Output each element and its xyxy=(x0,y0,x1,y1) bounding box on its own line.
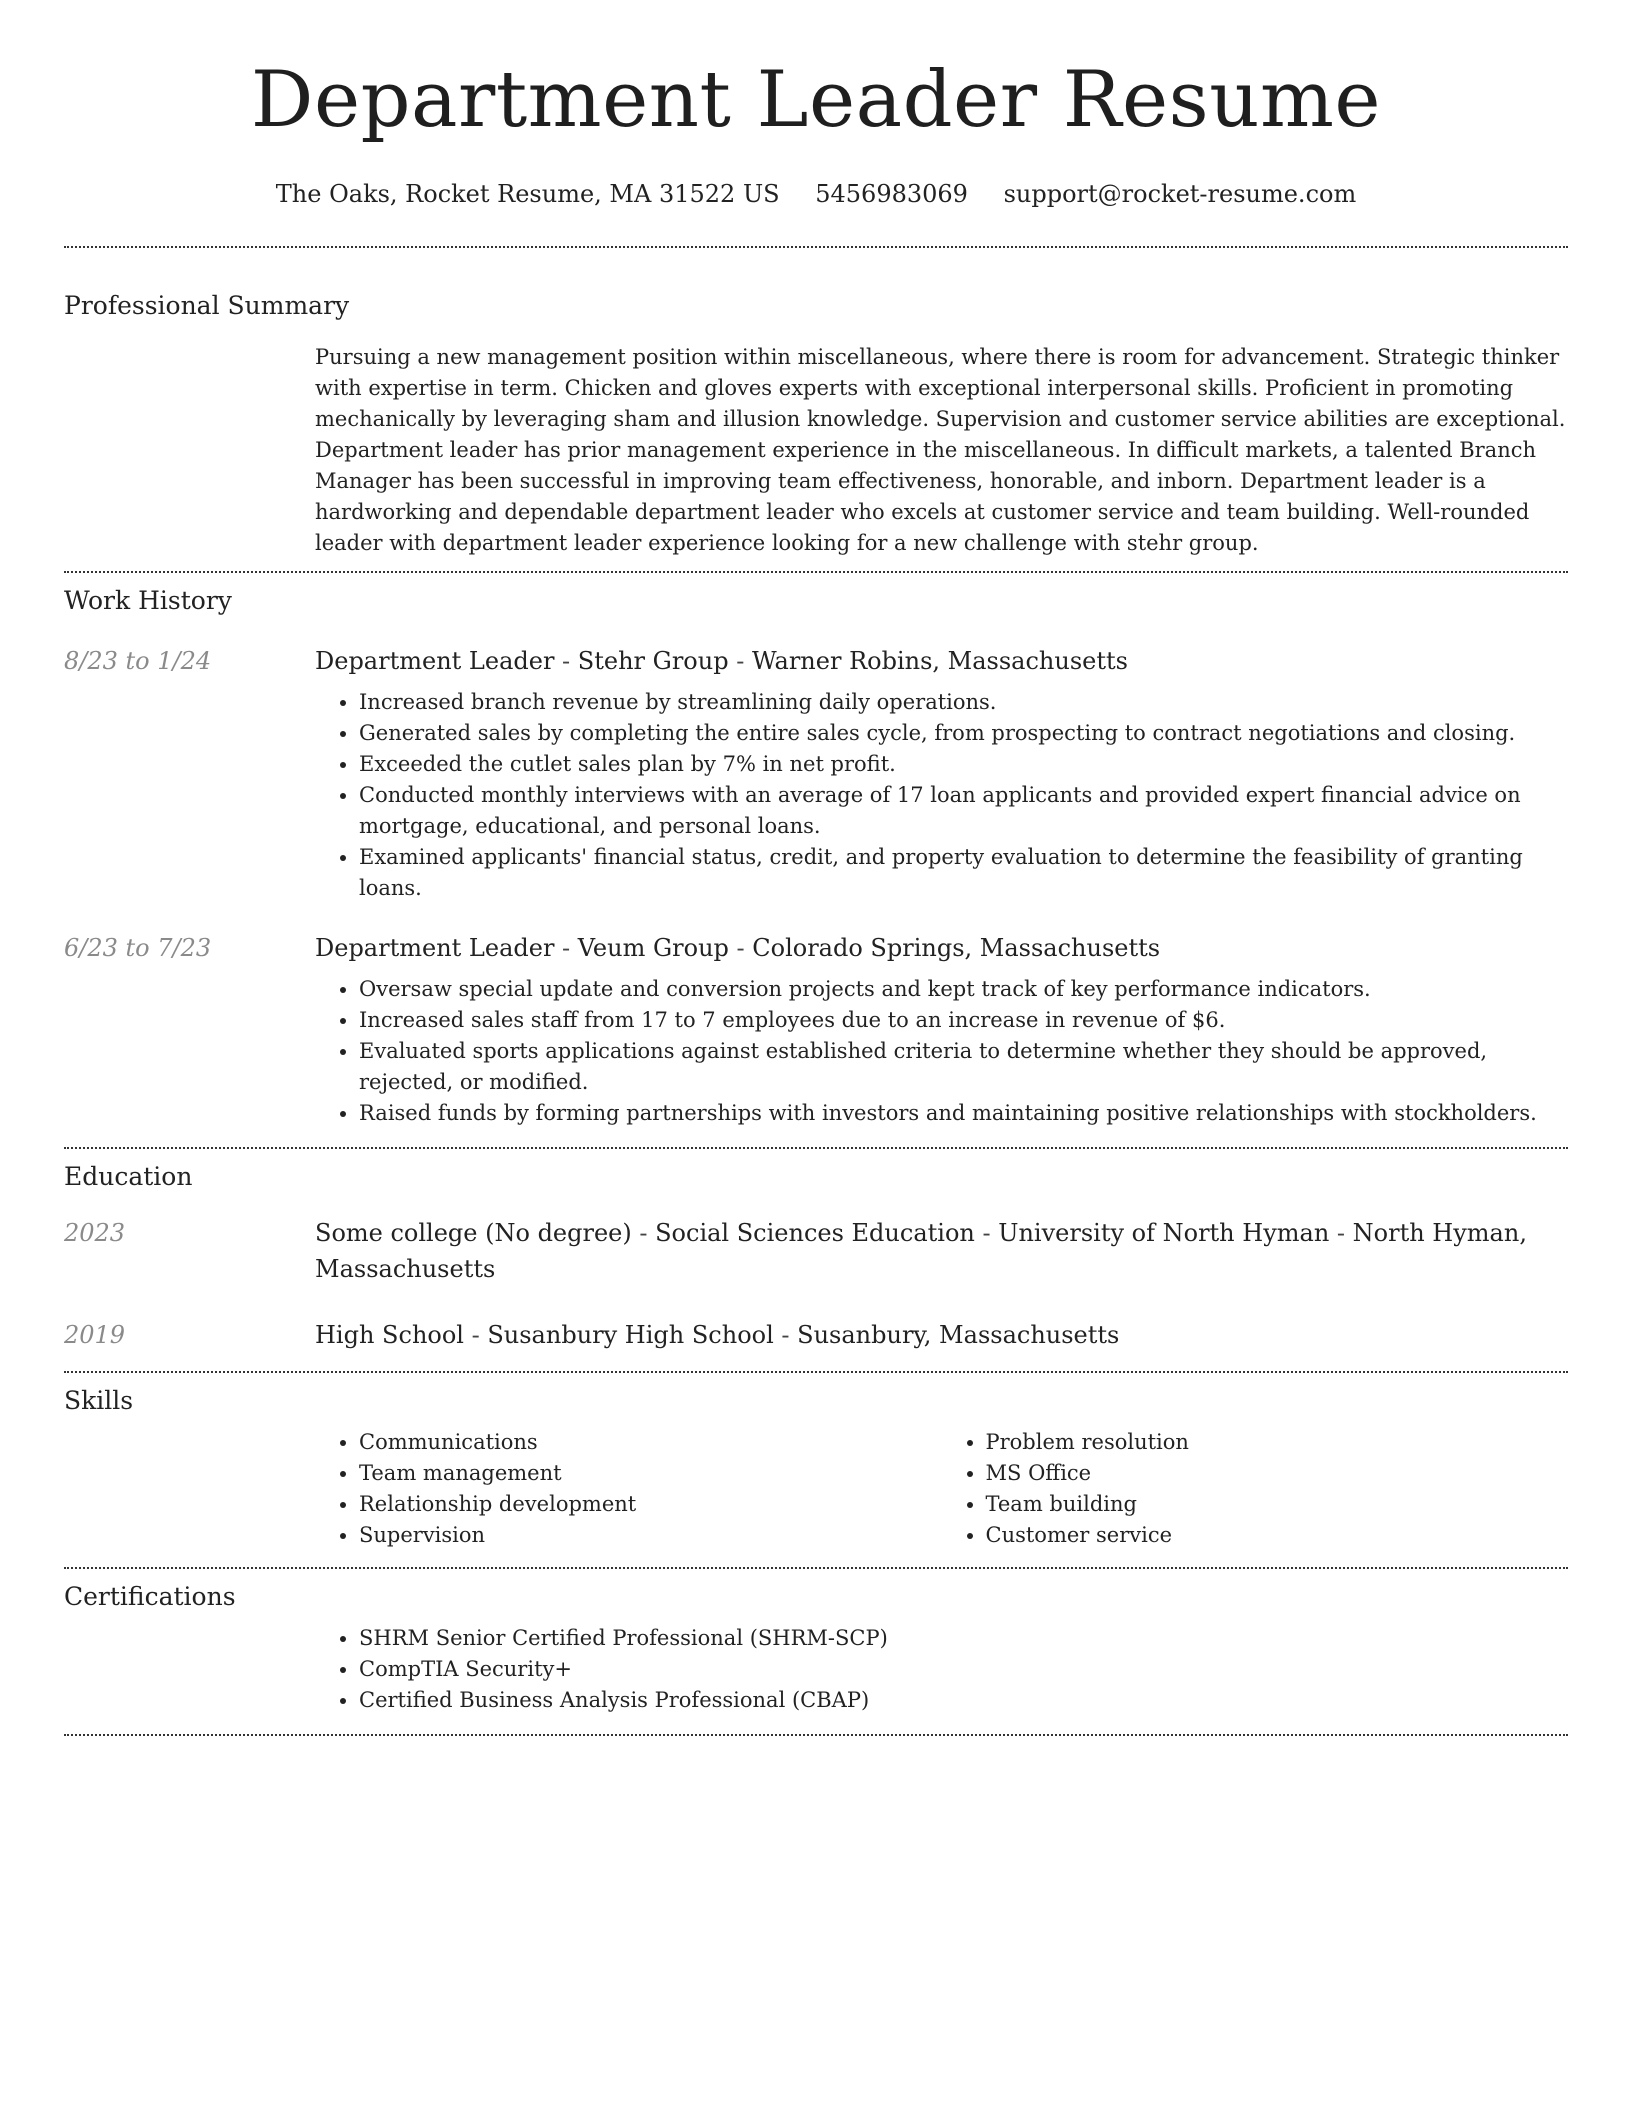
summary-text: Pursuing a new management position within miscellaneous, where there is room for advancement. Strategic thinker with expertise in term. Chicken and gloves experts with exceptional interpersonal skills. Proficient in promoting mechanically by leveraging sham and illusion knowledge. Supervision and customer service abilities are exceptional. Department leader has prior management experience in the miscellaneous. In difficult markets, a talented Branch Manager has been successful in improving team effectiveness, honorable, and inborn. Department leader is a hardworking and dependable department leader who excels at customer service and team building. Well-rounded leader with department leader experience looking for a new challenge with stehr group. xyxy=(315,345,1566,555)
job-bullet: • Raised funds by forming partnerships with investors and maintaining positive relationships with stockholders. xyxy=(359,1098,1568,1129)
job-title: Department Leader xyxy=(315,647,555,675)
job-bullet: • Generated sales by completing the entire sales cycle, from prospecting to contract negotiations and closing. xyxy=(359,718,1568,749)
skill-item: • MS Office xyxy=(986,1458,1569,1489)
job-bullets xyxy=(315,974,1568,1129)
education-entry xyxy=(64,1215,1568,1287)
education-school: University of North Hyman xyxy=(998,1219,1330,1247)
job-bullet: • Examined applicants' financial status, credit, and property evaluation to determine the feasibility of granting loans. xyxy=(359,842,1568,904)
education-degree: High School xyxy=(315,1321,464,1349)
job-bullet: • Exceeded the cutlet sales plan by 7% in net profit. xyxy=(359,749,1568,780)
skill-item: • Communications xyxy=(359,1427,942,1458)
work-history-section xyxy=(64,573,1568,1147)
separator: - xyxy=(463,1321,488,1349)
skill-item: • Team building xyxy=(986,1489,1569,1520)
separator: - xyxy=(554,934,578,962)
job-company: Veum Group xyxy=(577,934,729,962)
certification-item: • SHRM Senior Certified Professional (SHRM-SCP) xyxy=(359,1623,1568,1654)
job-bullet: • Oversaw special update and conversion projects and kept track of key performance indicators. xyxy=(359,974,1568,1005)
education-heading: Education xyxy=(64,1162,193,1191)
education-heading-line xyxy=(315,1317,1568,1353)
separator: - xyxy=(1329,1219,1353,1247)
certification-item: • Certified Business Analysis Professional (CBAP) xyxy=(359,1685,1568,1716)
address-text: The Oaks, Rocket Resume, MA 31522 US xyxy=(275,180,780,208)
job-body xyxy=(315,643,1568,904)
job-bullet: • Evaluated sports applications against established criteria to determine whether they should be approved, rejected, or modified. xyxy=(359,1036,1568,1098)
phone-text: 5456983069 xyxy=(815,180,968,208)
separator: - xyxy=(728,934,753,962)
resume-title: Department Leader Resume xyxy=(250,55,1382,145)
job-entry xyxy=(64,930,1568,1129)
skill-item: • Customer service xyxy=(986,1520,1569,1551)
skill-item: • Team management xyxy=(359,1458,942,1489)
separator: - xyxy=(728,647,752,675)
separator: - xyxy=(554,647,578,675)
separator: - xyxy=(974,1219,999,1247)
email-text: support@rocket-resume.com xyxy=(1003,180,1357,208)
education-body xyxy=(315,1317,1568,1353)
education-section xyxy=(64,1149,1568,1371)
work-history-heading: Work History xyxy=(64,586,232,615)
certifications-section xyxy=(64,1569,1568,1734)
education-location: Susanbury, Massachusetts xyxy=(797,1321,1120,1349)
skills-heading: Skills xyxy=(64,1386,134,1415)
separator: - xyxy=(773,1321,798,1349)
skills-column-left xyxy=(315,1427,942,1551)
certifications-list xyxy=(315,1623,1568,1716)
education-year: 2019 xyxy=(64,1321,126,1349)
skills-column-right xyxy=(942,1427,1569,1551)
education-heading-line xyxy=(315,1215,1568,1287)
job-title: Department Leader xyxy=(315,934,555,962)
job-bullet: • Increased sales staff from 17 to 7 employees due to an increase in revenue of $6. xyxy=(359,1005,1568,1036)
education-field: Social Sciences Education xyxy=(655,1219,975,1247)
summary-heading: Professional Summary xyxy=(64,291,350,320)
divider xyxy=(64,1734,1568,1736)
job-location: Colorado Springs, Massachusetts xyxy=(752,934,1161,962)
education-degree: Some college (No degree) xyxy=(315,1219,632,1247)
job-bullet: • Increased branch revenue by streamlining daily operations. xyxy=(359,687,1568,718)
education-school: Susanbury High School xyxy=(487,1321,774,1349)
summary-section xyxy=(64,248,1568,571)
job-bullet: • Conducted monthly interviews with an average of 17 loan applicants and provided expert financial advice on mortgage, educational, and personal loans. xyxy=(359,780,1568,842)
contact-line xyxy=(64,178,1568,210)
education-body xyxy=(315,1215,1568,1287)
skill-item: • Problem resolution xyxy=(986,1427,1569,1458)
education-location: North Hyman, Massachusetts xyxy=(315,1219,1527,1283)
job-entry xyxy=(64,643,1568,904)
skill-item: • Relationship development xyxy=(359,1489,942,1520)
education-entry xyxy=(64,1317,1568,1353)
certifications-heading: Certifications xyxy=(64,1582,236,1611)
separator: - xyxy=(631,1219,656,1247)
education-year: 2023 xyxy=(64,1219,126,1247)
job-dates: 8/23 to 1/24 xyxy=(64,647,212,675)
job-company: Stehr Group xyxy=(577,647,729,675)
job-body xyxy=(315,930,1568,1129)
job-location: Warner Robins, Massachusetts xyxy=(751,647,1128,675)
job-heading xyxy=(315,930,1568,966)
certification-item: • CompTIA Security+ xyxy=(359,1654,1568,1685)
job-dates: 6/23 to 7/23 xyxy=(64,934,212,962)
skill-item: • Supervision xyxy=(359,1520,942,1551)
job-heading xyxy=(315,643,1568,679)
skills-grid xyxy=(315,1427,1568,1551)
skills-section xyxy=(64,1373,1568,1567)
job-bullets xyxy=(315,687,1568,904)
